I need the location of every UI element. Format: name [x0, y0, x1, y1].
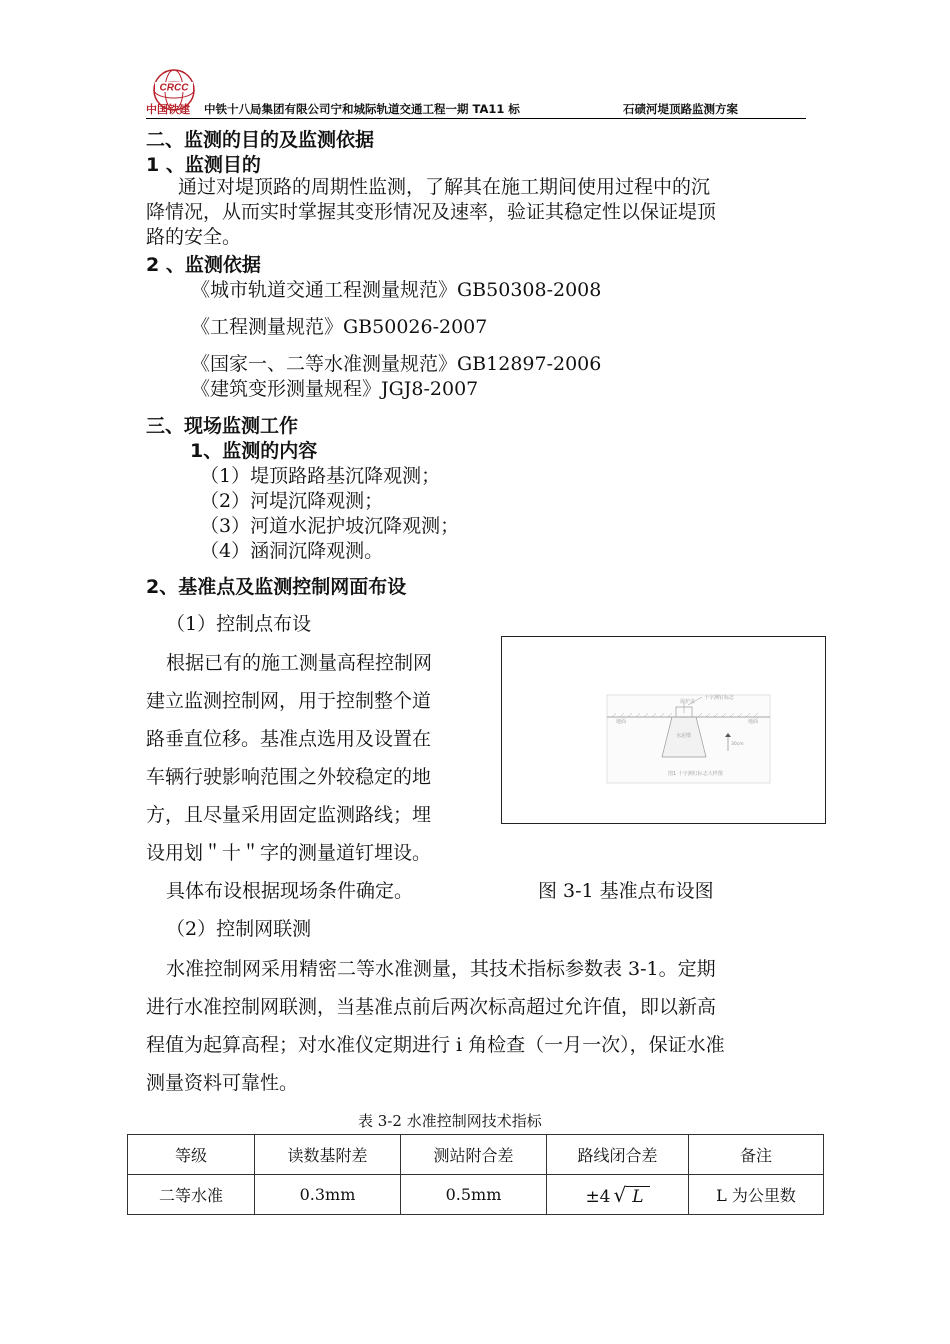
benchmark-heading: 2、基准点及监测控制网面布设 — [146, 576, 407, 598]
purpose-line-1: 通过对堤顶路的周期性监测，了解其在施工期间使用过程中的沉 — [178, 176, 711, 198]
content-item: （2）河堤沉降观测； — [200, 490, 384, 512]
figure-label-depth: 30cm — [731, 742, 744, 747]
standard-item: 《工程测量规范》GB50026-2007 — [191, 316, 488, 338]
figure-label-caption: 图1 十字测钉标志大样图 — [668, 771, 723, 777]
basis-heading: 2 、监测依据 — [146, 254, 261, 276]
header-brand: 中国铁建 — [146, 103, 190, 116]
network-line: 测量资料可靠性。 — [146, 1072, 299, 1094]
control-point-line: 路垂直位移。基准点选用及设置在 — [146, 728, 432, 750]
header-doc-title: 石碛河堤顶路监测方案 — [623, 102, 738, 116]
table-cell: 二等水准 — [128, 1175, 255, 1215]
table-header-cell: 备注 — [689, 1135, 824, 1175]
network-heading: （2）控制网联测 — [166, 918, 312, 940]
leveling-spec-table — [127, 1134, 824, 1215]
figure-label-ground-right: 地面 — [748, 719, 759, 725]
control-point-heading: （1）控制点布设 — [166, 613, 312, 635]
standard-item: 《国家一、二等水准测量规范》GB12897-2006 — [191, 353, 602, 375]
network-line: 程值为起算高程；对水准仪定期进行 i 角检查（一月一次），保证水准 — [146, 1034, 725, 1056]
control-point-line: 具体布设根据现场条件确定。 — [166, 880, 414, 902]
purpose-heading: 1 、监测目的 — [146, 154, 261, 176]
figure-caption: 图 3-1 基准点布设图 — [538, 880, 714, 902]
purpose-line-3: 路的安全。 — [146, 226, 242, 248]
formula-variable: L — [626, 1186, 649, 1207]
table-header-row — [128, 1135, 824, 1175]
table-cell: 0.3mm — [255, 1175, 401, 1215]
figure-label-cover: 保护盖 — [680, 699, 696, 705]
network-line: 水准控制网采用精密二等水准测量，其技术指标参数表 3-1。定期 — [166, 958, 716, 980]
table-header-cell: 等级 — [128, 1135, 255, 1175]
header-divider — [146, 118, 806, 119]
standard-item: 《建筑变形测量规程》JGJ8-2007 — [191, 378, 479, 400]
figure-label-ground-left: 地面 — [616, 719, 627, 725]
content-item: （3）河道水泥护坡沉降观测； — [200, 515, 460, 537]
purpose-line-2: 降情况，从而实时掌握其变形情况及速率，验证其稳定性以保证堤顶 — [146, 201, 717, 223]
table-header-cell: 测站附合差 — [401, 1135, 547, 1175]
control-point-line: 方，且尽量采用固定监测路线；埋 — [146, 804, 432, 826]
table-row — [128, 1175, 824, 1215]
benchmark-figure — [501, 636, 826, 824]
svg-text:CRCC: CRCC — [159, 82, 189, 94]
control-point-line: 根据已有的施工测量高程控制网 — [166, 652, 433, 674]
closure-formula-cell — [547, 1175, 689, 1215]
benchmark-diagram — [502, 637, 824, 822]
sqrt-icon: √ — [613, 1182, 627, 1207]
table-header-cell: 路线闭合差 — [547, 1135, 689, 1175]
table-cell: 0.5mm — [401, 1175, 547, 1215]
control-point-line: 设用划＂十＂字的测量道钉埋设。 — [146, 842, 432, 864]
network-line: 进行水准控制网联测，当基准点前后两次标高超过允许值，即以新高 — [146, 996, 717, 1018]
figure-label-nail: 十字测钉标志 — [704, 695, 735, 701]
content-heading: 1、监测的内容 — [190, 440, 318, 462]
table-cell: L 为公里数 — [689, 1175, 824, 1215]
header-company-project: 中铁十八局集团有限公司宁和城际轨道交通工程一期 TA11 标 — [204, 102, 520, 116]
content-item: （1）堤顶路路基沉降观测； — [200, 465, 441, 487]
section-2-title: 二、监测的目的及监测依据 — [146, 129, 375, 151]
standard-item: 《城市轨道交通工程测量规范》GB50308-2008 — [191, 279, 602, 301]
figure-label-pier: 水泥墩 — [676, 733, 692, 739]
table-caption: 表 3-2 水准控制网技术指标 — [358, 1112, 542, 1130]
control-point-line: 建立监测控制网，用于控制整个道 — [146, 690, 432, 712]
control-point-line: 车辆行驶影响范围之外较稳定的地 — [146, 766, 432, 788]
table-header-cell: 读数基附差 — [255, 1135, 401, 1175]
section-3-title: 三、现场监测工作 — [146, 415, 299, 437]
content-item: （4）涵洞沉降观测。 — [200, 540, 384, 562]
formula-coefficient: ±4 — [585, 1186, 611, 1207]
